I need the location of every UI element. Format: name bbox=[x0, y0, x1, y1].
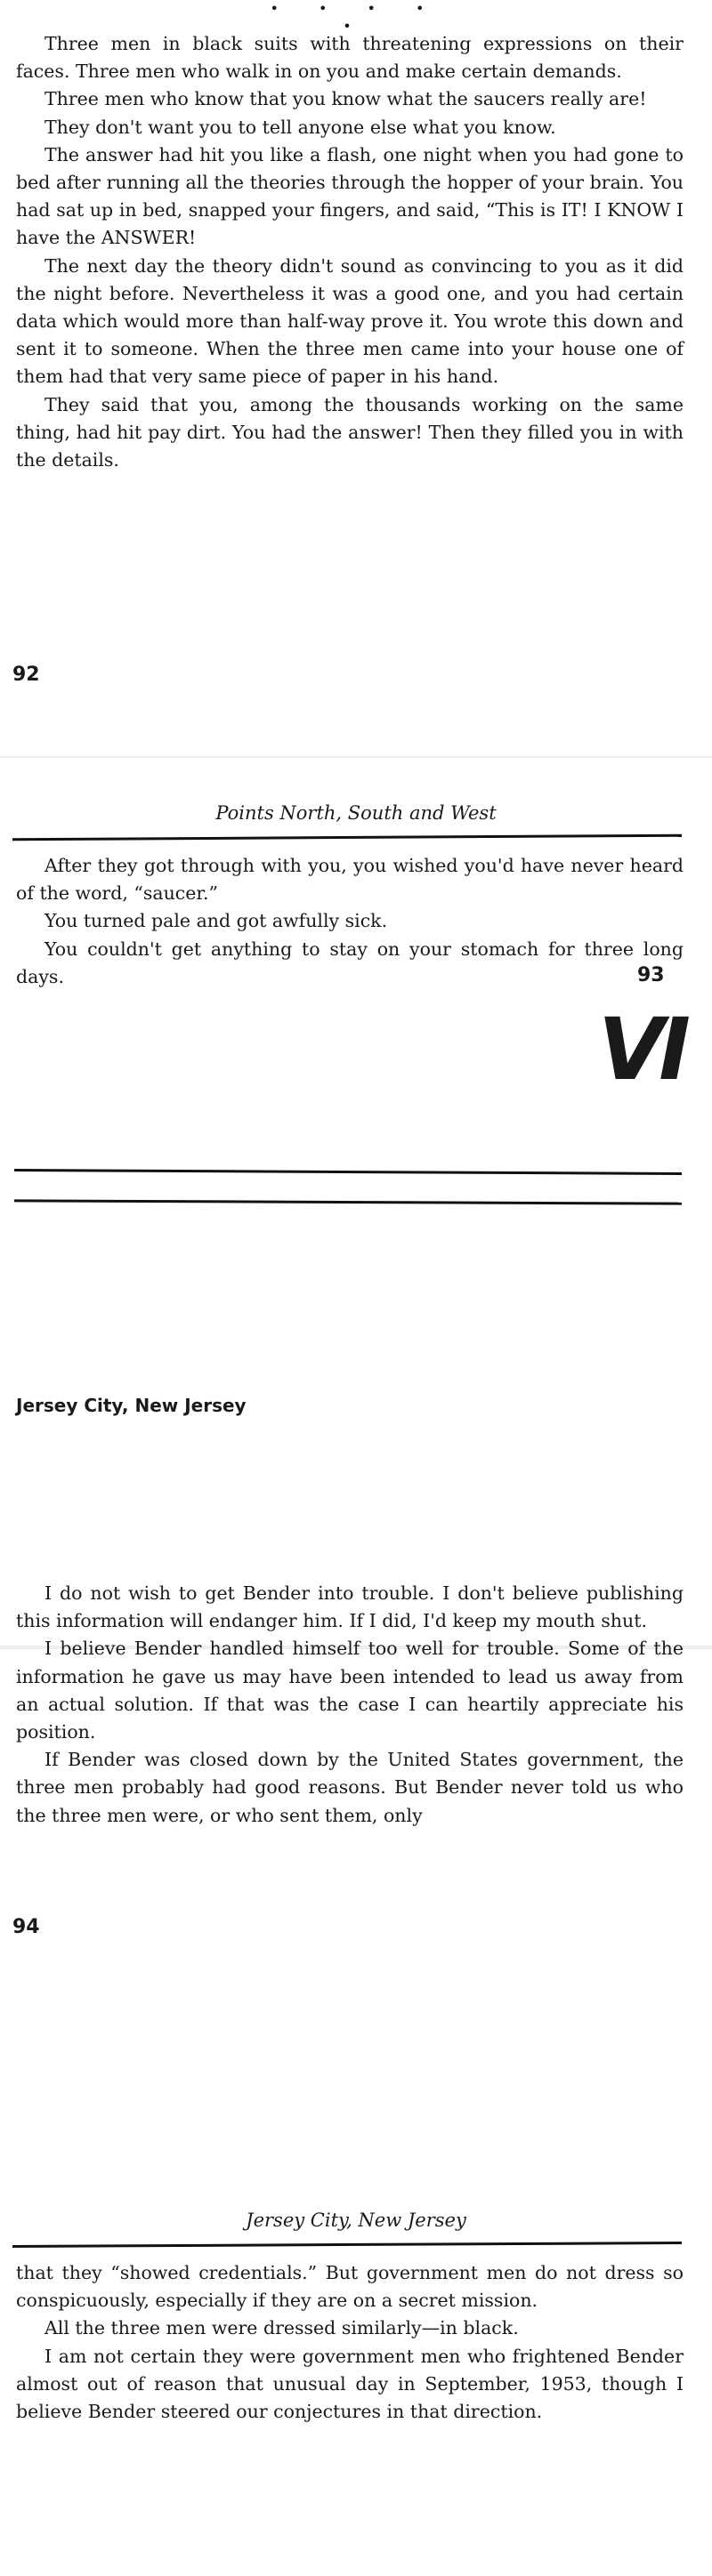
page-92 bbox=[0, 0, 712, 758]
paragraph: The next day the theory didn't sound as convincing to you as it did the night before. Nevertheless it was a good one, and you had certain data which would more than half-way prove it. You wrote this down and sent it to someone. When the three men came into your house one of them had that very same piece of paper in his hand. bbox=[16, 254, 684, 388]
running-head: Jersey City, New Jersey bbox=[246, 2210, 466, 2231]
page-number: 93 bbox=[637, 964, 665, 986]
paragraph: If Bender was closed down by the United States government, the three men probably had good reasons. But Bender never told us who the three men were, or who sent them, only bbox=[16, 1749, 684, 1826]
paragraph: I am not certain they were government men who frightened Bender almost out of reason that unusual day in September, 1953, though I believe Bender steered our conjectures in that direction. bbox=[16, 2345, 684, 2423]
chapter-title: Jersey City, New Jersey bbox=[16, 1395, 247, 1416]
paragraph: that they “showed credentials.” But government men do not dress so conspicuously, especially if they are on a secret mission. bbox=[16, 2262, 684, 2312]
paragraph: The answer had hit you like a flash, one night when you had gone to bed after running all the theories through the hopper of your brain. You had sat up in bed, snapped your fingers, and said, “This is IT! I KNOW I have the ANSWER! bbox=[16, 143, 684, 249]
paragraph: I believe Bender handled himself too well for trouble. Some of the information he gave us may have been intended to lead us away from an actual solution. If that was the case I can heartily appreciate his position. bbox=[16, 1638, 684, 1743]
chapter-number: VI bbox=[598, 1000, 686, 1099]
paragraph: They said that you, among the thousands working on the same thing, had hit pay dirt. You had the answer! Then they filled you in with the details. bbox=[16, 393, 684, 471]
paragraph: I do not wish to get Bender into trouble. I don't believe publishing this information will endanger him. If I did, I'd keep my mouth shut. bbox=[16, 1582, 684, 1632]
page-94 bbox=[0, 925, 712, 1646]
header-rule bbox=[12, 834, 682, 841]
paragraph: Three men who know that you know what the saucers really are! bbox=[44, 88, 647, 110]
page-94-body bbox=[16, 1580, 684, 1830]
ornament-divider: • • • • • bbox=[270, 0, 442, 35]
paragraph: Three men in black suits with threatening expressions on their faces. Three men who walk in on you and make certain demands. bbox=[16, 33, 684, 83]
paragraph: You couldn't get anything to stay on your stomach for three long days. bbox=[16, 938, 684, 987]
paragraph: All the three men were dressed similarly—in black. bbox=[44, 2317, 519, 2339]
paragraph: They don't want you to tell anyone else what you know. bbox=[44, 116, 556, 138]
page-95-body bbox=[16, 2259, 684, 2426]
running-head: Points North, South and West bbox=[215, 802, 497, 824]
page-number: 92 bbox=[12, 664, 40, 686]
page-92-body bbox=[16, 30, 684, 474]
page-number: 94 bbox=[12, 1916, 40, 1938]
header-rule bbox=[12, 2242, 682, 2248]
paragraph: After they got through with you, you wished you'd have never heard of the word, “saucer.” bbox=[16, 855, 684, 905]
paragraph: You turned pale and got awfully sick. bbox=[44, 910, 388, 932]
